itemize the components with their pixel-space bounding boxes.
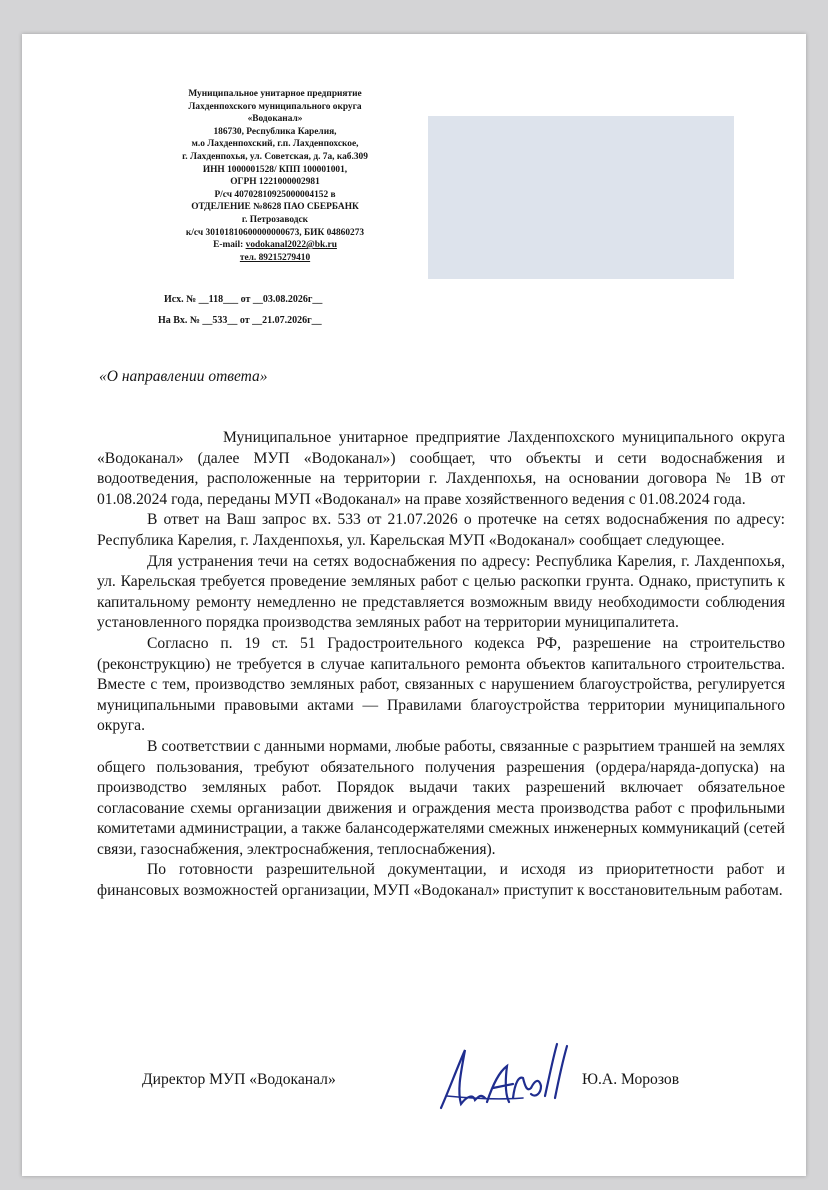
letter-subject: «О направлении ответа» bbox=[99, 368, 268, 385]
email-label: E-mail: bbox=[213, 240, 246, 251]
letterhead bbox=[150, 88, 400, 264]
body-paragraph: По готовности разрешительной документации, и исходя из приоритетности работ и финансовых возможностей организации, МУП «Водоканал» приступит к восстановительным работам. bbox=[97, 861, 785, 900]
document-page bbox=[22, 34, 806, 1176]
body-paragraph: В ответ на Ваш запрос вх. 533 от 21.07.2026 о протечке на сетях водоснабжения по адресу: Республика Карелия, г. Лахденпохья, ул. Карельская МУП «Водоканал» сообщает следующее. bbox=[97, 511, 785, 549]
handwritten-signature bbox=[427, 1038, 577, 1118]
letter-body bbox=[97, 428, 785, 902]
letterhead-line: «Водоканал» bbox=[247, 114, 303, 125]
letterhead-email-line bbox=[150, 239, 400, 252]
letterhead-line: ОГРН 1221000002981 bbox=[230, 177, 320, 188]
letterhead-line: г. Петрозаводск bbox=[241, 214, 309, 225]
body-paragraph: Согласно п. 19 ст. 51 Градостроительного кодекса РФ, разрешение на строительство (реконструкцию) не требуется в случае капитального ремонта объектов капитального строительства. Вместе с тем, производство земляных работ, связанных с нарушением благоустройства, регулируется муниципальными правовыми актами — Правилами благоустройства территории муниципального округа. bbox=[97, 634, 785, 735]
body-paragraph: В соответствии с данными нормами, любые работы, связанные с разрытием траншей на землях общего пользования, требуют обязательного получения разрешения (ордера/наряда-допуска) на производство земляных работ. Порядок выдачи таких разрешений включает обязательное согласование схемы организации движения и ограждения места производства работ с профильными комитетами администрации, а также балансодержателями смежных инженерных коммуникаций (сетей связи, газоснабжения, электроснабжения, теплоснабжения). bbox=[97, 737, 785, 858]
letterhead-line: Муниципальное унитарное предприятие bbox=[188, 89, 362, 99]
body-paragraph: Для устранения течи на сетях водоснабжения по адресу: Республика Карелия, г. Лахденпохья, ул. Карельская требуется проведение земляных работ с целью раскопки грунта. Однако, приступить к капитальному ремонту немедленно не представляется возможным ввиду необходимости соблюдения установленного порядка производства земляных работ на территории муниципалитета. bbox=[97, 552, 785, 632]
signatory-position: Директор МУП «Водоканал» bbox=[142, 1071, 336, 1088]
redacted-addressee-block bbox=[428, 116, 734, 279]
letterhead-line: ИНН 1000001528/ КПП 100001001, bbox=[202, 164, 348, 175]
letterhead-line: м.о Лахденпохский, г.п. Лахденпохское, bbox=[191, 139, 359, 150]
incoming-reference: На Вх. № __533__ от __21.07.2026г__ bbox=[158, 315, 322, 326]
letterhead-line: ОТДЕЛЕНИЕ №8628 ПАО СБЕРБАНК bbox=[191, 202, 359, 213]
signatory-name: Ю.А. Морозов bbox=[582, 1071, 680, 1088]
email-link[interactable]: vodokanal2022@bk.ru bbox=[245, 240, 337, 251]
letterhead-line: Р/сч 40702810925000004152 в bbox=[214, 189, 336, 200]
letterhead-line: Лахденпохского муниципального округа bbox=[188, 101, 362, 112]
letterhead-line: 186730, Республика Карелия, bbox=[213, 126, 337, 137]
outgoing-reference: Исх. № __118___ от __03.08.2026г__ bbox=[164, 294, 323, 305]
letterhead-line: г. Лахденпохья, ул. Советская, д. 7а, каб.309 bbox=[182, 151, 368, 162]
letterhead-phone: тел. 89215279410 bbox=[239, 252, 311, 263]
body-paragraph: Муниципальное унитарное предприятие Лахденпохского муниципального округа «Водоканал» (далее МУП «Водоканал») сообщает, что объекты и сети водоснабжения и водоотведения, расположенные на территории г. Лахденпохья, на основании договора № 1В от 01.08.2024 года, переданы МУП «Водоканал» на праве хозяйственного ведения с 01.08.2024 года. bbox=[97, 429, 785, 508]
letterhead-line: к/сч 30101810600000000673, БИК 04860273 bbox=[185, 227, 365, 238]
